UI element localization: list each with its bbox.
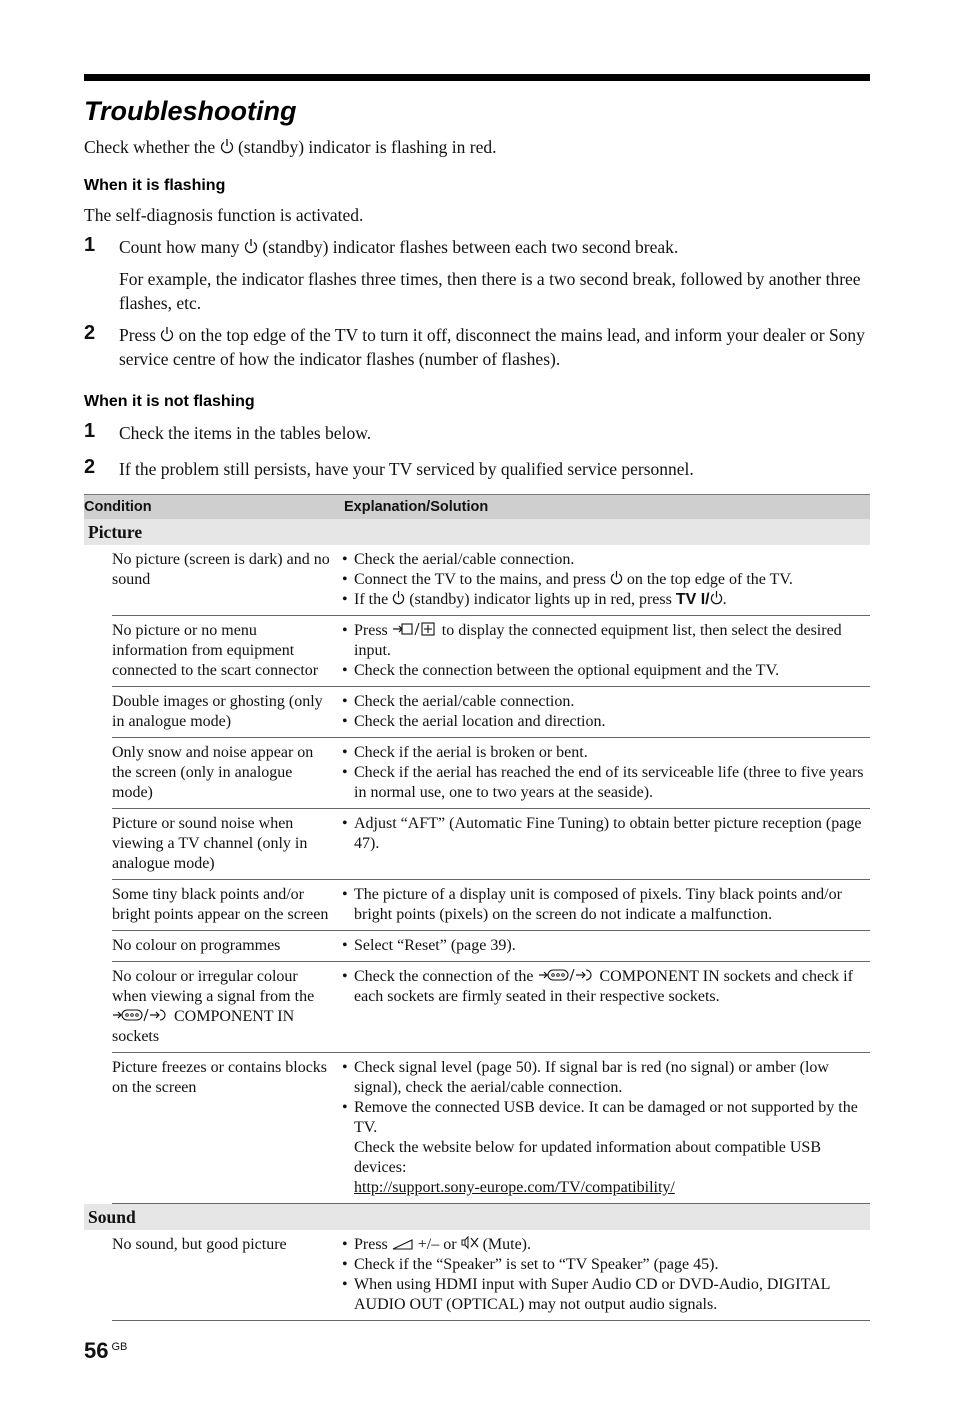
table-row [84, 962, 870, 1053]
page-footer [84, 1338, 127, 1364]
page-number: 56 [84, 1338, 109, 1363]
condition-cell: Only snow and noise appear on the screen (only in analogue mode) [112, 738, 340, 809]
table-row [84, 738, 870, 809]
troubleshooting-table [84, 494, 870, 1321]
condition-cell: No picture (screen is dark) and no sound [112, 545, 340, 616]
solution-cell: • Select “Reset” (page 39). [340, 931, 870, 962]
table-row [84, 880, 870, 931]
tv-power-button-label: TV I/ [675, 591, 710, 608]
condition-cell: Picture or sound noise when viewing a TV channel (only in analogue mode) [112, 809, 340, 880]
solution-cell: • Check signal level (page 50). If signal bar is red (no signal) or amber (low signal), check the aerial/cable connection. • Remove the connected USB device. It can be damaged or not supported by the TV. Check the website below for updated information about compatible USB devices: http://support.sony-europe.com/TV/compatibility/ [340, 1053, 870, 1204]
not-flashing-step-2: 2 If the problem still persists, have your TV serviced by qualified service personnel. [84, 456, 694, 479]
table-row [84, 931, 870, 962]
step-number: 2 [84, 456, 96, 478]
heading-flashing: When it is flashing [84, 177, 226, 194]
condition-cell: No colour or irregular colour when viewing a signal from the COMPONENT IN sockets [112, 962, 340, 1053]
component-in-icon [112, 1007, 170, 1023]
column-header-solution: Explanation/Solution [340, 495, 870, 520]
volume-icon [392, 1237, 414, 1251]
column-header-condition: Condition [84, 495, 340, 520]
table-row [84, 545, 870, 616]
power-standby-icon [244, 238, 258, 255]
solution-cell: • Adjust “AFT” (Automatic Fine Tuning) to obtain better picture reception (page 47). [340, 809, 870, 880]
table-row [84, 1053, 870, 1204]
flashing-example: For example, the indicator flashes three times, then there is a two second break, followed by another three flashes, etc. [119, 269, 861, 313]
flashing-desc: The self-diagnosis function is activated. [84, 205, 364, 225]
page-title: Troubleshooting [84, 96, 297, 126]
condition-cell: Picture freezes or contains blocks on the screen [112, 1053, 340, 1204]
section-row-sound: Sound [84, 1204, 870, 1231]
solution-cell: • Check the connection of the COMPONENT IN sockets and check if each sockets are firmly seated in their respective sockets. [340, 962, 870, 1053]
top-rule [84, 74, 870, 81]
condition-cell: Some tiny black points and/or bright points appear on the screen [112, 880, 340, 931]
solution-cell: • Press to display the connected equipment list, then select the desired input. • Check the connection between the optional equipment and the TV. [340, 616, 870, 687]
power-standby-icon [220, 138, 234, 155]
heading-not-flashing: When it is not flashing [84, 393, 255, 410]
component-in-icon [538, 967, 596, 983]
condition-cell: Double images or ghosting (only in analogue mode) [112, 687, 340, 738]
table-row [84, 687, 870, 738]
table-row [84, 809, 870, 880]
condition-cell: No colour on programmes [112, 931, 340, 962]
solution-cell: • The picture of a display unit is composed of pixels. Tiny black points and/or bright points (pixels) on the screen do not indicate a malfunction. [340, 880, 870, 931]
condition-cell: No picture or no menu information from equipment connected to the scart connector [112, 616, 340, 687]
power-icon [160, 326, 174, 343]
power-icon [710, 590, 723, 606]
flashing-step-1: 1 Count how many (standby) indicator flashes between each two second break. For example, the indicator flashes three times, then there is a two second break, followed by another three flashes, etc. [84, 235, 870, 315]
input-select-icon [392, 621, 438, 637]
step-number: 1 [84, 420, 96, 442]
intro-text: Check whether the (standby) indicator is flashing in red. [84, 137, 497, 157]
power-icon [610, 570, 623, 586]
table-row [84, 616, 870, 687]
solution-cell: • Press +/– or (Mute). • Check if the “Speaker” is set to “TV Speaker” (page 45). • When using HDMI input with Super Audio CD or DVD-Audio, DIGITAL AUDIO OUT (OPTICAL) may not output audio signals. [340, 1230, 870, 1321]
table-header-row [84, 495, 870, 520]
step-number: 1 [84, 234, 96, 256]
condition-cell: No sound, but good picture [112, 1230, 340, 1321]
table-row [84, 1230, 870, 1321]
compatibility-link[interactable]: http://support.sony-europe.com/TV/compatibility/ [354, 1179, 675, 1196]
power-standby-icon [392, 590, 405, 606]
manual-page [84, 74, 870, 1321]
solution-cell: • Check if the aerial is broken or bent. • Check if the aerial has reached the end of its serviceable life (three to five years in normal use, one to two years at the seaside). [340, 738, 870, 809]
section-row-picture: Picture [84, 519, 870, 545]
solution-cell: • Check the aerial/cable connection. • Connect the TV to the mains, and press on the top edge of the TV. • If the (standby) indicator lights up in red, press TV I/ . [340, 545, 870, 616]
flashing-step-2: 2 Press on the top edge of the TV to turn it off, disconnect the mains lead, and inform your dealer or Sony service centre of how the indicator flashes (number of flashes). [84, 322, 865, 369]
solution-cell: • Check the aerial/cable connection. • Check the aerial location and direction. [340, 687, 870, 738]
region-code: GB [111, 1341, 128, 1353]
not-flashing-step-1: 1 Check the items in the tables below. [84, 420, 372, 443]
step-number: 2 [84, 322, 96, 344]
mute-icon [461, 1235, 479, 1251]
